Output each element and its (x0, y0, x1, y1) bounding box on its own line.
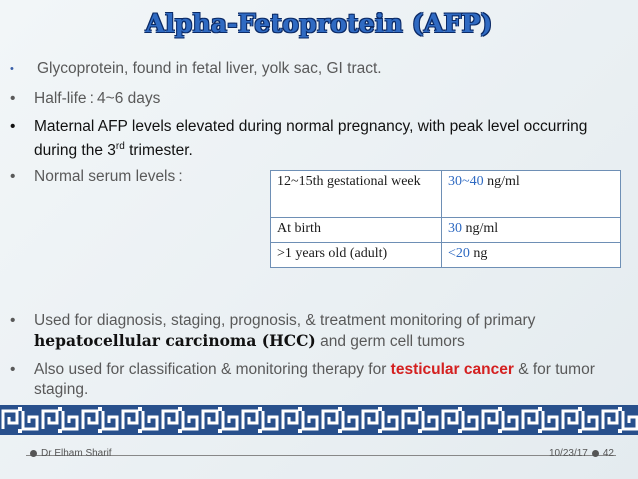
bullet-dot: • (10, 118, 16, 135)
table-row (271, 243, 621, 268)
value-number: <20 (448, 246, 470, 261)
bullet-text: Glycoprotein, found in fetal liver, yolk sac, GI tract. (37, 60, 382, 77)
afp-levels-table (270, 170, 621, 268)
table-row (271, 171, 621, 218)
bullet-text: Half-life : 4~6 days (34, 90, 161, 107)
bullet-dot: • (10, 312, 16, 329)
bullet-text-part: & for tumor staging. (34, 361, 595, 398)
table-cell-label: At birth (271, 218, 442, 243)
table-cell-value (442, 171, 621, 218)
table-cell-label: >1 years old (adult) (271, 243, 442, 268)
slide-title: Alpha-Fetoprotein (AFP) (145, 9, 493, 38)
table-cell-value (442, 218, 621, 243)
value-unit: ng (469, 246, 488, 261)
testicular-cancer-emphasis: testicular cancer (390, 361, 514, 378)
bullet-text-part: Maternal AFP levels elevated during normal pregnancy, with peak level occurring during the 3 (34, 118, 588, 160)
value-unit: ng/ml (483, 174, 520, 189)
value-number: 30~40 (448, 174, 484, 189)
date-text: 10/23/17 (548, 448, 588, 459)
footer-rule (26, 455, 616, 456)
footer-date-page (549, 448, 614, 459)
arabesque-pattern (0, 405, 638, 435)
bullet-dot: • (10, 168, 16, 185)
bullet-text (34, 311, 610, 352)
bullet-text (34, 117, 610, 161)
bullet-text: Normal serum levels : (34, 168, 183, 185)
value-unit: ng/ml (462, 221, 499, 236)
page-number: 42 (602, 448, 614, 459)
bullet-dot: • (10, 63, 14, 75)
bullet-dot: • (10, 90, 16, 107)
footer-dot-icon (30, 450, 37, 457)
table-cell-label: 12~15th gestational week (271, 171, 442, 218)
author-text: Dr Elham Sharif (41, 448, 112, 459)
superscript: rd (115, 141, 125, 152)
value-number: 30 (448, 221, 462, 236)
hcc-emphasis: hepatocellular carcinoma (HCC) (34, 331, 316, 350)
table-cell-value (442, 243, 621, 268)
bullet-text (34, 360, 610, 400)
bullet-dot: • (10, 361, 16, 378)
bullet-text-part: trimester. (124, 142, 193, 160)
footer-dot-icon (592, 450, 599, 457)
bullet-text-part: Used for diagnosis, staging, prognosis, & treatment monitoring of primary (34, 312, 536, 329)
decorative-pattern-band (0, 405, 638, 435)
footer-author (26, 448, 112, 459)
table-row (271, 218, 621, 243)
bullet-text-part: Also used for classification & monitoring therapy for (34, 361, 391, 378)
bullet-text-part: and germ cell tumors (315, 333, 465, 350)
